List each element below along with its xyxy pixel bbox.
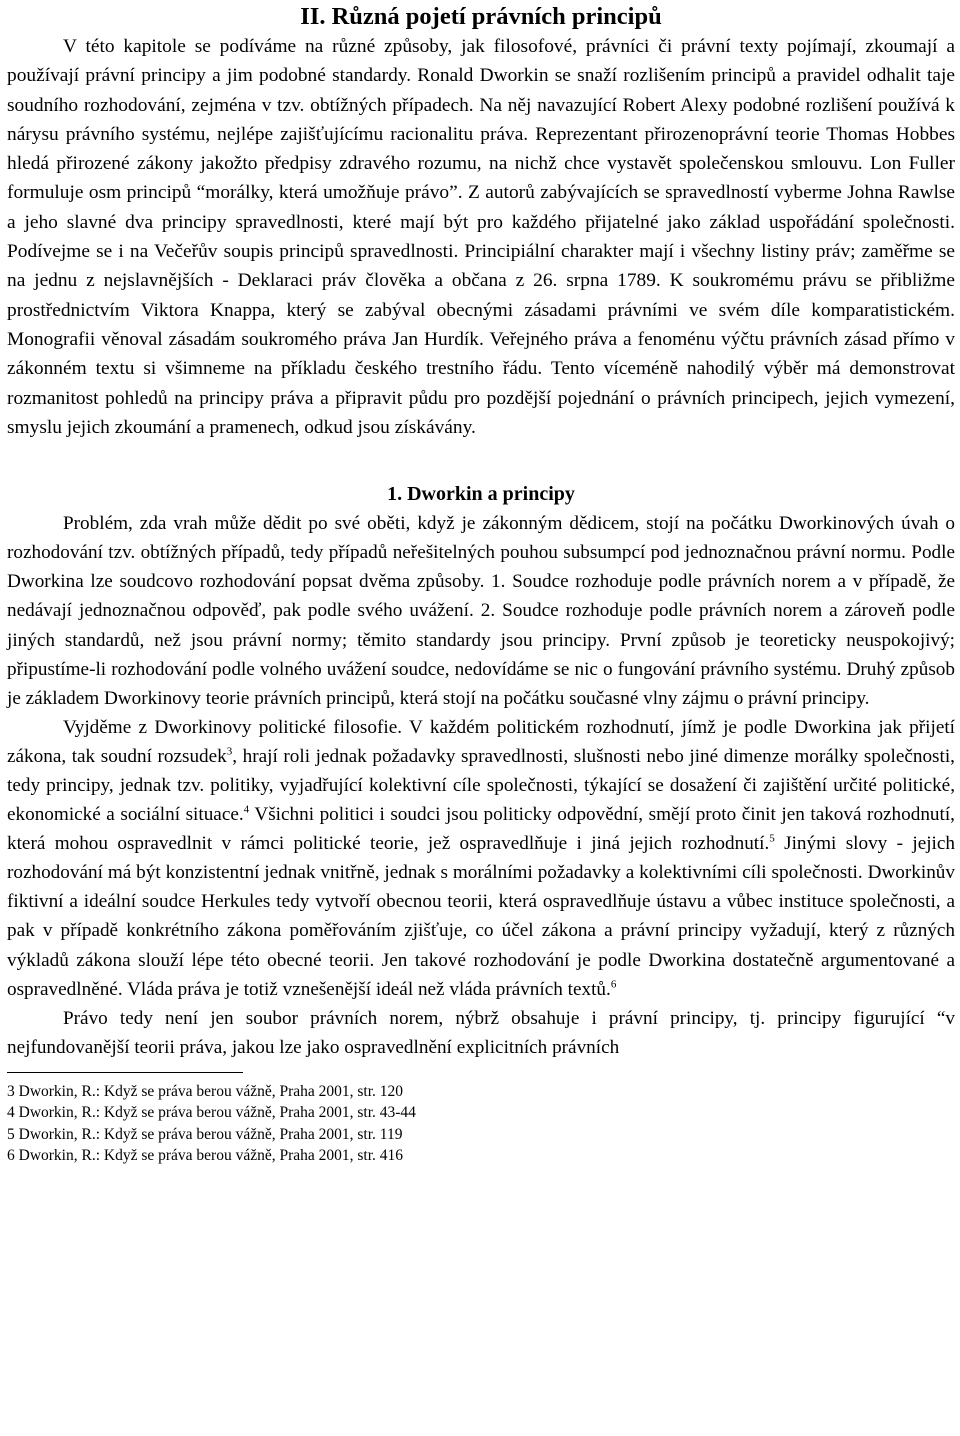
footnote-ref[interactable]: 3 bbox=[226, 745, 233, 758]
paragraph-text: Vyjděme z Dworkinovy politické filosofie. V každém politickém rozhodnutí, jímž je podle Dworkina jak přijetí zákona, tak soudní rozsudek bbox=[7, 716, 955, 767]
chapter-title: II. Různá pojetí právních principů bbox=[300, 3, 662, 30]
section-paragraph-2 bbox=[7, 713, 955, 1004]
footnote-ref[interactable]: 6 bbox=[610, 978, 617, 991]
section-spacer bbox=[7, 442, 955, 480]
footnote: 4 Dworkin, R.: Když se práva berou vážně, Praha 2001, str. 43-44 bbox=[7, 1104, 416, 1122]
paragraph-text: Jinými slovy - jejich rozhodování má být konzistentní jednak vnitřně, jednak s morálními požadavky a kolektivními cíli společnosti. Dworkinův fiktivní a ideální soudce Herkules tedy vytvoří obecnou teorii, která ospravedlňuje ústavu a vůbec instituce společnosti, a pak v případě konkrétního zákona poměřováním zjišťuje, co účel zákona a právní principy vyžadují, který z různých výkladů zákona slouží lépe této obecné teorii. Jen takové rozhodování je podle Dworkina dostatečně argumentované a ospravedlněné. Vláda práva je totiž vznešenější ideál než vláda právních textů. bbox=[7, 833, 955, 1000]
intro-paragraph: V této kapitole se podíváme na různé způsoby, jak filosofové, právníci či právní texty pojímají, zkoumají a používají právní principy a jim podobné standardy. Ronald Dworkin se snaží rozlišením principů a pravidel odhalit taje soudního rozhodování, zejména v tzv. obtížných případech. Na něj navazující Robert Alexy podobné rozlišení používá k nárysu právního systému, nejlépe zajišťujícímu racionalitu práva. Reprezentant přirozenoprávní teorie Thomas Hobbes hledá přirozené zákony jakožto předpisy zdravého rozumu, na nichž chce vystavět společenskou smlouvu. Lon Fuller formuluje osm principů “morálky, která umožňuje právo”. Z autorů zabývajících se spravedlností vyberme Johna Rawlse a jeho slavné dva principy spravedlnosti, které mají být pro každého přijatelné jako základ uspořádání společnosti. Podívejme se i na Večeřův soupis principů spravedlnosti. Principiální charakter mají i všechny listiny práv; zaměřme se na jednu z nejslavnějších - Deklaraci práv člověka a občana z 26. srpna 1789. K soukromému právu se přibližme prostřednictvím Viktora Knappa, který se zabýval obecnými zásadami právními ve svém díle komparatistickém. Monografii věnoval zásadám soukromého práva Jan Hurdík. Veřejného práva a fenoménu výčtu právních zásad přímo v zákonném textu si všimneme na příkladu českého trestního řádu. Tento víceméně nahodilý výběr má demonstrovat rozmanitost pohledů na principy práva a připravit půdu pro pozdější pojednání o právních principech, jejich vymezení, smyslu jejich zkoumání a pramenech, odkud jsou získávány. bbox=[7, 36, 955, 438]
section-paragraph-1: Problém, zda vrah může dědit po své oběti, když je zákonným dědicem, stojí na počátku Dworkinových úvah o rozhodování tzv. obtížných případů, tedy případů neřešitelných pouhou subsumpcí pod jednoznačnou právní normu. Podle Dworkina lze soudcovo rozhodování popsat dvěma způsoby. 1. Soudce rozhoduje podle právních norem a v případě, že nedávají jednoznačnou odpověď, pak podle svého uvážení. 2. Soudce rozhoduje podle právních norem a zároveň podle jiných standardů, než jsou právní normy; těmito standardy jsou principy. První způsob je teoreticky neuspokojivý; připustíme-li rozhodování podle volného uvážení soudce, nedovídáme se nic o fungování právního systému. Druhý způsob je základem Dworkinovy teorie právních principů, která stojí na počátku současné vlny zájmu o právní principy. bbox=[7, 513, 955, 709]
section-paragraph-3: Právo tedy není jen soubor právních norem, nýbrž obsahuje i právní principy, tj. principy figurující “v nejfundovanější teorii práva, jakou lze jako ospravedlnění explicitních právních bbox=[7, 1007, 955, 1058]
document-page bbox=[7, 0, 955, 1167]
footnote: 6 Dworkin, R.: Když se práva berou vážně, Praha 2001, str. 416 bbox=[7, 1147, 404, 1165]
footnote-ref[interactable]: 4 bbox=[243, 803, 250, 816]
footnote: 5 Dworkin, R.: Když se práva berou vážně, Praha 2001, str. 119 bbox=[7, 1125, 403, 1143]
footnote-ref[interactable]: 5 bbox=[769, 832, 775, 845]
section-title: 1. Dworkin a principy bbox=[387, 483, 575, 506]
footnotes bbox=[7, 1081, 955, 1167]
footnote-separator bbox=[7, 1072, 243, 1081]
footnote: 3 Dworkin, R.: Když se práva berou vážně, Praha 2001, str. 120 bbox=[7, 1082, 404, 1100]
paragraph-text: , hrají roli jednak požadavky spravedlnosti, slušnosti nebo jiné dimenze morálky společnosti, tedy principy, jednak tzv. politiky, vyjadřující kolektivní cíle společnosti, týkající se dosažení či zajištění určité politické, ekonomické a sociální situace. bbox=[7, 745, 955, 826]
paragraph-text: Všichni politici i soudci jsou politicky odpovědní, smějí proto činit jen taková rozhodnutí, která mohou ospravedlnit v rámci politické teorie, jež ospravedlňuje i jiná jejich rozhodnutí. bbox=[7, 804, 955, 855]
